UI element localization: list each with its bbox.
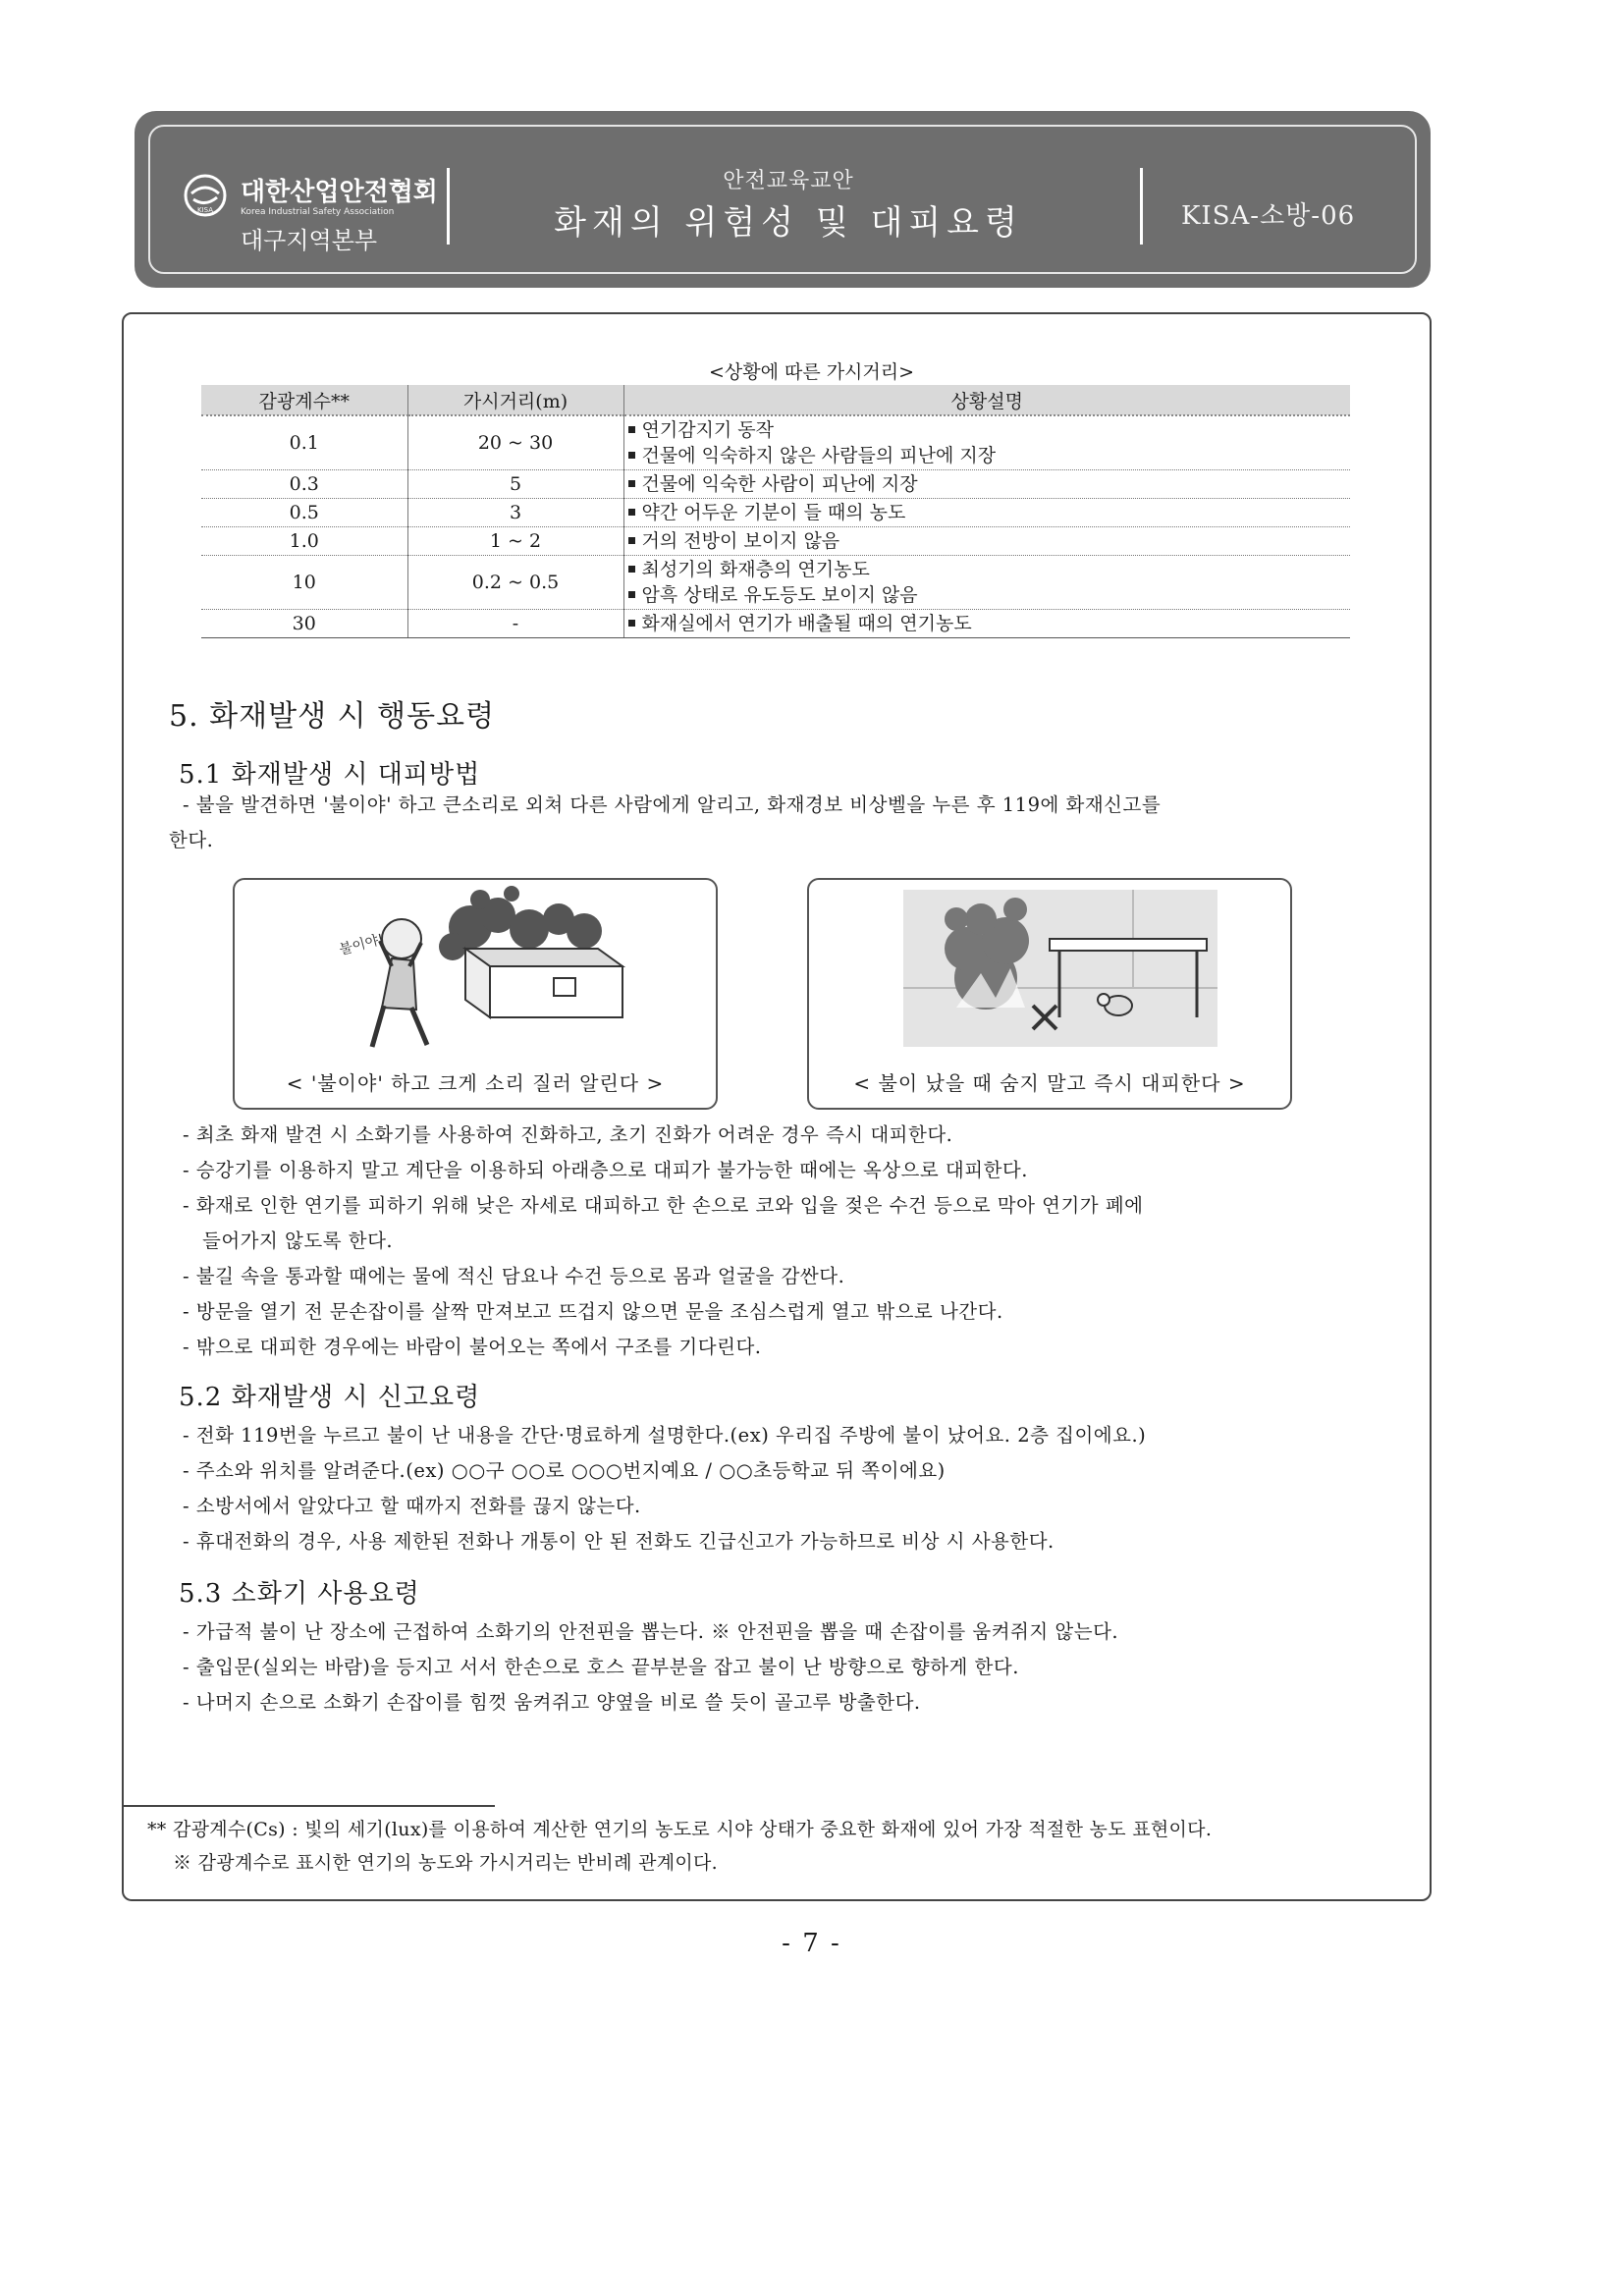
kisa-logo-text: KISA: [196, 206, 214, 214]
header-title: 화재의 위험성 및 대피요령: [554, 203, 1023, 243]
description-text: 약간 어두운 기분이 들 때의 농도: [641, 502, 906, 523]
illustration-shout-fire: [233, 878, 718, 1110]
document-header: [135, 111, 1431, 288]
section-5-1-intro: - 불을 발견하면 '불이야' 하고 큰소리로 외쳐 다른 사람에게 알리고, 화재경보 비상벨을 누른 후 119에 화재신고를: [183, 793, 1162, 816]
section-5-1-heading: 5.1 화재발생 시 대피방법: [179, 760, 481, 790]
description-text: 건물에 익숙하지 않은 사람들의 피난에 지장: [641, 445, 997, 466]
bullet-icon: [628, 566, 635, 573]
illustration-caption-right: < 불이 났을 때 숨지 말고 즉시 대피한다 >: [853, 1071, 1246, 1095]
list-item-cont: 들어가지 않도록 한다.: [202, 1230, 394, 1252]
distance-cell: -: [407, 610, 623, 638]
distance-cell: 1 ~ 2: [407, 527, 623, 556]
section-5-3-heading: 5.3 소화기 사용요령: [179, 1579, 420, 1609]
column-header: 감광계수**: [201, 385, 407, 415]
table-row: [201, 556, 1350, 610]
bullet-icon: [628, 620, 635, 627]
description-line: [628, 471, 1347, 497]
header-subtitle: 안전교육교안: [723, 169, 854, 193]
footnote: ※ 감광계수로 표시한 연기의 농도와 가시거리는 반비례 관계이다.: [173, 1852, 719, 1874]
coefficient-cell: 10: [201, 556, 407, 610]
description-cell: [623, 610, 1350, 638]
bullet-icon: [628, 591, 635, 598]
org-name: 대한산업안전협회: [241, 178, 438, 207]
list-item: - 가급적 불이 난 장소에 근접하여 소화기의 안전핀을 뽑는다. ※ 안전핀을 뽑을 때 손잡이를 움켜쥐지 않는다.: [183, 1620, 1119, 1643]
section-5-heading: 5. 화재발생 시 행동요령: [169, 699, 496, 734]
description-text: 건물에 익숙한 사람이 피난에 지장: [641, 473, 918, 495]
table-row: [201, 527, 1350, 556]
coefficient-cell: 1.0: [201, 527, 407, 556]
description-text: 거의 전방이 보이지 않음: [641, 530, 840, 552]
distance-cell: 3: [407, 499, 623, 527]
list-item: - 최초 화재 발견 시 소화기를 사용하여 진화하고, 초기 진화가 어려운 경우 즉시 대피한다.: [183, 1123, 953, 1146]
column-header: 가시거리(m): [407, 385, 623, 415]
coefficient-cell: 0.5: [201, 499, 407, 527]
list-item: - 출입문(실외는 바람)을 등지고 서서 한손으로 호스 끝부분을 잡고 불이 난 방향으로 향하게 한다.: [183, 1656, 1019, 1678]
shout-text: 불이야!: [337, 931, 386, 958]
description-text: 연기감지기 동작: [641, 419, 775, 441]
distance-cell: 20 ~ 30: [407, 415, 623, 470]
bullet-icon: [628, 452, 635, 459]
header-divider-right: [1140, 168, 1143, 245]
description-cell: [623, 527, 1350, 556]
distance-cell: 5: [407, 470, 623, 499]
list-item: - 나머지 손으로 소화기 손잡이를 힘껏 움켜쥐고 양옆을 비로 쓸 듯이 골고루 방출한다.: [183, 1691, 921, 1714]
description-line: [628, 417, 1347, 443]
description-cell: [623, 499, 1350, 527]
description-cell: [623, 470, 1350, 499]
description-line: [628, 443, 1347, 468]
document-code: KISA-소방-06: [1181, 201, 1356, 231]
bullet-icon: [628, 509, 635, 516]
table-row: [201, 415, 1350, 470]
illustration-evacuate: [807, 878, 1292, 1110]
description-line: [628, 557, 1347, 582]
list-item: - 소방서에서 알았다고 할 때까지 전화를 끊지 않는다.: [183, 1495, 641, 1517]
visibility-table: [201, 385, 1350, 638]
description-line: [628, 611, 1347, 636]
person-shouting-fire-icon: [235, 880, 716, 1057]
section-5-2-heading: 5.2 화재발생 시 신고요령: [179, 1383, 481, 1412]
footnote-separator: [122, 1805, 495, 1807]
table-row: [201, 610, 1350, 638]
table-row: [201, 499, 1350, 527]
description-line: [628, 500, 1347, 525]
description-text: 암흑 상태로 유도등도 보이지 않음: [641, 584, 918, 606]
distance-cell: 0.2 ~ 0.5: [407, 556, 623, 610]
header-inner-border: [148, 125, 1417, 274]
header-title-block: [445, 127, 1132, 272]
coefficient-cell: 0.3: [201, 470, 407, 499]
list-item: - 휴대전화의 경우, 사용 제한된 전화나 개통이 안 된 전화도 긴급신고가 가능하므로 비상 시 사용한다.: [183, 1530, 1055, 1553]
list-item: - 밖으로 대피한 경우에는 바람이 불어오는 쪽에서 구조를 기다린다.: [183, 1336, 762, 1358]
description-text: 최성기의 화재층의 연기농도: [641, 559, 870, 580]
illustration-caption-left: < '불이야' 하고 크게 소리 질러 알린다 >: [286, 1071, 665, 1095]
list-item: - 전화 119번을 누르고 불이 난 내용을 간단·명료하게 설명한다.(ex) 우리집 주방에 불이 났어요. 2층 집이에요.): [183, 1424, 1147, 1447]
coefficient-cell: 30: [201, 610, 407, 638]
footnote: ** 감광계수(Cs) : 빛의 세기(lux)를 이용하여 계산한 연기의 농도로 시야 상태가 중요한 화재에 있어 가장 적절한 농도 표현이다.: [147, 1819, 1213, 1840]
list-item: - 주소와 위치를 알려준다.(ex) ○○구 ○○로 ○○○번지예요 / ○○초등학교 뒤 쪽이에요): [183, 1459, 946, 1482]
description-line: [628, 528, 1347, 554]
bullet-icon: [628, 480, 635, 487]
list-item: - 방문을 열기 전 문손잡이를 살짝 만져보고 뜨겁지 않으면 문을 조심스럽게 열고 밖으로 나간다.: [183, 1300, 1003, 1323]
list-item: - 화재로 인한 연기를 피하기 위해 낮은 자세로 대피하고 한 손으로 코와 입을 젖은 수건 등으로 막아 연기가 폐에: [183, 1194, 1144, 1217]
do-not-hide-icon: [809, 880, 1290, 1057]
table-caption: <상황에 따른 가시거리>: [708, 361, 915, 383]
list-item: - 불길 속을 통과할 때에는 물에 적신 담요나 수건 등으로 몸과 얼굴을 감싼다.: [183, 1265, 845, 1287]
description-text: 화재실에서 연기가 배출될 때의 연기농도: [641, 613, 972, 634]
column-header: 상황설명: [623, 385, 1350, 415]
bullet-icon: [628, 426, 635, 433]
description-line: [628, 582, 1347, 608]
list-item: - 승강기를 이용하지 말고 계단을 이용하되 아래층으로 대피가 불가능한 때에는 옥상으로 대피한다.: [183, 1159, 1028, 1181]
table-body: [201, 415, 1350, 638]
bullet-icon: [628, 537, 635, 544]
coefficient-cell: 0.1: [201, 415, 407, 470]
table-row: [201, 470, 1350, 499]
description-cell: [623, 556, 1350, 610]
section-5-1-intro-cont: 한다.: [169, 829, 214, 851]
page-number: - 7 -: [782, 1929, 841, 1958]
description-cell: [623, 415, 1350, 470]
kisa-logo-icon: [184, 174, 227, 217]
org-name-english: Korea Industrial Safety Association: [241, 207, 395, 217]
org-branch: 대구지역본부: [241, 227, 378, 254]
table-header-row: [201, 385, 1350, 415]
